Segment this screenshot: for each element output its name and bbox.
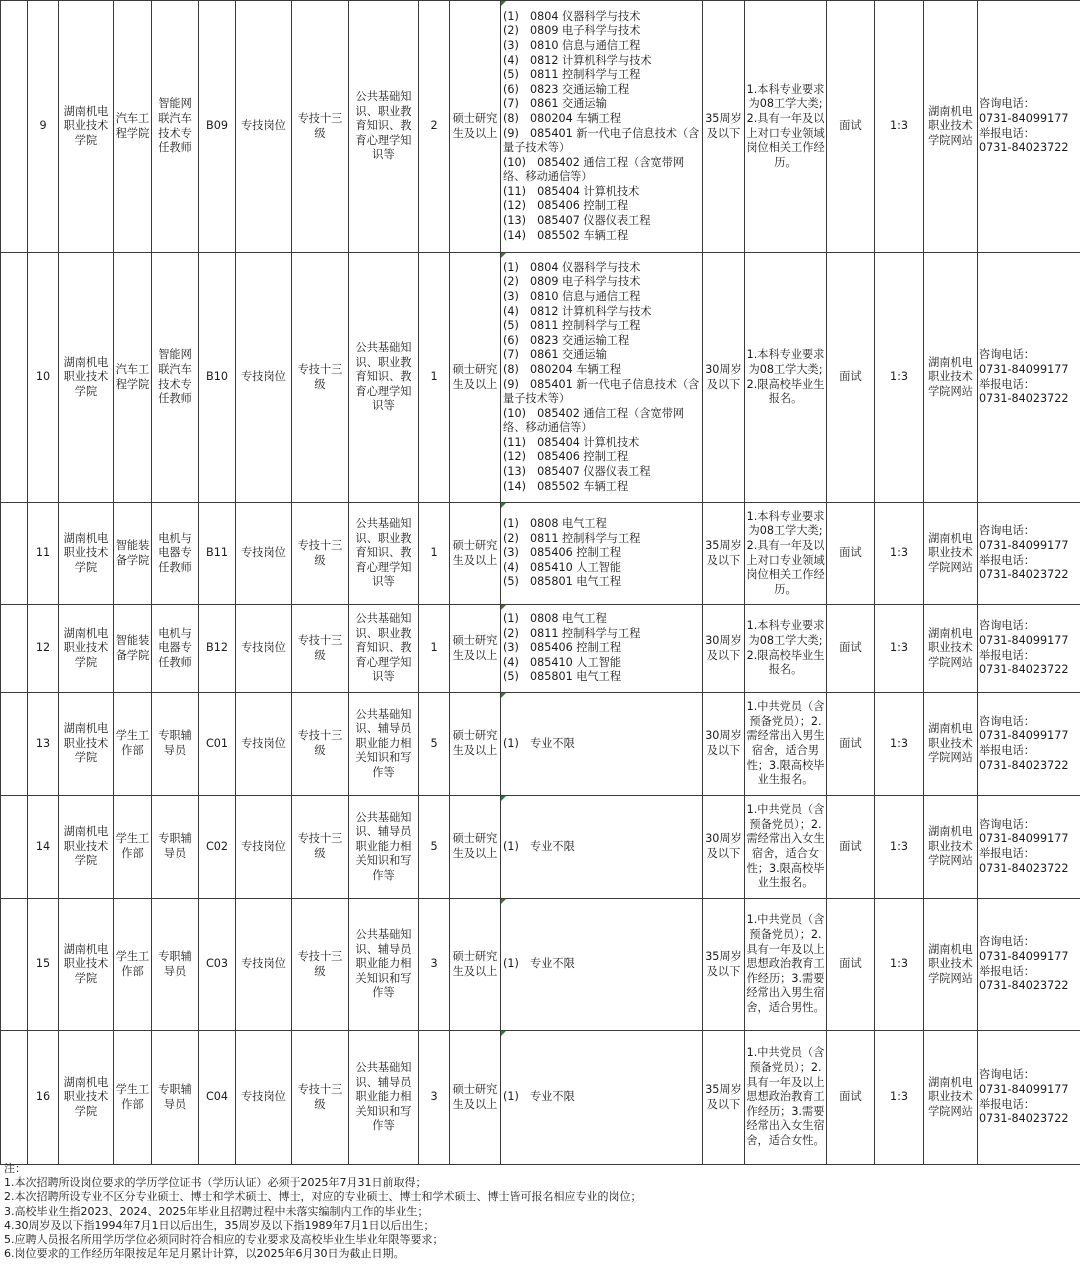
phone-number: 0731-84023722 [979,663,1069,677]
level-cell: 专技十三级 [292,253,349,503]
phone-number: 0731-84023722 [979,1112,1069,1126]
exam-content-cell: 公共基础知识、职业教育知识、教育心理学知识等 [349,253,419,503]
education-cell: 硕士研究生及以上 [450,1,501,253]
major-item: (2) 0811 控制科学与工程 [503,626,641,640]
phone-number: 0731-84099177 [979,729,1069,743]
age-cell: 30周岁及以下 [703,693,745,796]
majors-cell [501,253,703,503]
headcount-cell: 3 [419,899,450,1031]
notice-site-cell: 湖南机电职业技术学院网站 [924,253,978,503]
cell-comment-marker [501,503,506,508]
department-cell: 学生工作部 [114,1031,152,1165]
majors-cell [501,899,703,1031]
row-number: 16 [28,1031,59,1165]
employer-cell: 湖南机电职业技术学院 [59,1,114,253]
contact-cell [978,899,1080,1031]
notice-site-cell: 湖南机电职业技术学院网站 [924,1,978,253]
phone-number: 0731-84023722 [979,568,1069,582]
level-cell: 专技十三级 [292,605,349,693]
major-item: (1) 专业不限 [503,736,575,750]
age-cell: 35周岁及以下 [703,503,745,605]
blank-cell [1,1,28,253]
cell-comment-marker [501,253,506,258]
major-item: (11) 085404 计算机技术 [503,184,640,198]
position-cell: 专职辅导员 [152,899,199,1031]
position-cell: 专职辅导员 [152,1031,199,1165]
major-item: (1) 专业不限 [503,1090,575,1104]
other-requirements-cell: 1.中共党员（含预备党员）；2.需经常出入男生宿舍，适合男性；3.限高校毕业生报名。 [745,693,827,796]
exam-method-cell: 面试 [827,1,875,253]
department-cell: 汽车工程学院 [114,253,152,503]
blank-cell [1,693,28,796]
table-row [1,253,1080,503]
major-item: (4) 085410 人工智能 [503,560,622,574]
major-item: (13) 085407 仪器仪表工程 [503,465,651,479]
other-requirements-cell: 1.中共党员（含预备党员）；2.具有一年及以上思想政治教育工作经历；3.需要经常出入女生宿舍，适合女性。 [745,1031,827,1165]
cell-comment-marker [501,899,506,904]
exam-content-cell: 公共基础知识、职业教育知识、教育心理学知识等 [349,605,419,693]
employer-cell: 湖南机电职业技术学院 [59,605,114,693]
ratio-cell: 1:3 [875,796,924,899]
major-item: (8) 080204 车辆工程 [503,111,622,125]
exam-content-cell: 公共基础知识、职业教育知识、教育心理学知识等 [349,1,419,253]
note-item: 2.本次招聘所设专业不区分专业硕士、博士和学术硕士、博士，对应的专业硕士、博士和学术硕士、博士皆可报名相应专业的岗位； [4,1190,642,1204]
contact-label: 举报电话： [979,1097,1035,1111]
major-item: (1) 0804 仪器科学与技术 [503,260,641,274]
contact-label: 举报电话： [979,964,1035,978]
contact-label: 咨询电话： [979,97,1035,111]
age-cell: 35周岁及以下 [703,1031,745,1165]
row-number: 9 [28,1,59,253]
ratio-cell: 1:3 [875,1,924,253]
major-item: (5) 085801 电气工程 [503,670,622,684]
ratio-cell: 1:3 [875,503,924,605]
major-item: (10) 085402 通信工程（含宽带网络、移动通信等） [503,406,685,435]
major-item: (4) 085410 人工智能 [503,655,622,669]
blank-cell [1,503,28,605]
major-item: (3) 085406 控制工程 [503,641,622,655]
headcount-cell: 2 [419,1,450,253]
notes-section [4,1162,1074,1261]
headcount-cell: 3 [419,1031,450,1165]
major-item: (1) 专业不限 [503,957,575,971]
major-item: (13) 085407 仪器仪表工程 [503,214,651,228]
level-cell: 专技十三级 [292,503,349,605]
contact-label: 咨询电话： [979,619,1035,633]
employer-cell: 湖南机电职业技术学院 [59,796,114,899]
position-cell: 电机与电器专任教师 [152,503,199,605]
age-cell: 30周岁及以下 [703,253,745,503]
phone-number: 0731-84023722 [979,758,1069,772]
headcount-cell: 1 [419,253,450,503]
phone-number: 0731-84099177 [979,949,1069,963]
contact-cell [978,605,1080,693]
phone-number: 0731-84099177 [979,538,1069,552]
exam-method-cell: 面试 [827,899,875,1031]
phone-number: 0731-84023722 [979,392,1069,406]
position-cell: 智能网联汽车技术专任教师 [152,253,199,503]
contact-cell [978,1,1080,253]
other-requirements-cell: 1.本科专业要求为08工学大类;2.限高校毕业生报名。 [745,605,827,693]
major-item: (5) 085801 电气工程 [503,575,622,589]
cell-comment-marker [501,1031,506,1036]
category-cell: 专技岗位 [236,503,292,605]
major-item: (9) 085401 新一代电子信息技术（含量子技术等） [503,126,700,155]
major-item: (2) 0809 电子科学与技术 [503,275,641,289]
position-code-cell: B10 [199,253,236,503]
contact-label: 举报电话： [979,553,1035,567]
education-cell: 硕士研究生及以上 [450,1031,501,1165]
contact-cell [978,1031,1080,1165]
majors-cell [501,796,703,899]
row-number: 10 [28,253,59,503]
majors-cell [501,503,703,605]
phone-number: 0731-84099177 [979,111,1069,125]
headcount-cell: 5 [419,693,450,796]
position-cell: 智能网联汽车技术专任教师 [152,1,199,253]
level-cell: 专技十三级 [292,1031,349,1165]
employer-cell: 湖南机电职业技术学院 [59,693,114,796]
notice-site-cell: 湖南机电职业技术学院网站 [924,605,978,693]
contact-cell [978,693,1080,796]
category-cell: 专技岗位 [236,796,292,899]
other-requirements-cell: 1.本科专业要求为08工学大类;2.具有一年及以上对口专业领域岗位相关工作经历。 [745,1,827,253]
exam-method-cell: 面试 [827,796,875,899]
other-requirements-cell: 1.本科专业要求为08工学大类;2.具有一年及以上对口专业领域岗位相关工作经历。 [745,503,827,605]
blank-cell [1,796,28,899]
position-code-cell: C01 [199,693,236,796]
contact-label: 咨询电话： [979,817,1035,831]
major-item: (4) 0812 计算机科学与技术 [503,53,652,67]
ratio-cell: 1:3 [875,899,924,1031]
exam-content-cell: 公共基础知识、辅导员职业能力相关知识和写作等 [349,693,419,796]
category-cell: 专技岗位 [236,253,292,503]
headcount-cell: 1 [419,605,450,693]
position-code-cell: B09 [199,1,236,253]
exam-method-cell: 面试 [827,1031,875,1165]
blank-cell [1,1031,28,1165]
table-row [1,605,1080,693]
position-code-cell: C04 [199,1031,236,1165]
phone-number: 0731-84099177 [979,633,1069,647]
headcount-cell: 1 [419,503,450,605]
major-item: (7) 0861 交通运输 [503,97,607,111]
cell-comment-marker [501,693,506,698]
table-row [1,693,1080,796]
major-item: (2) 0809 电子科学与技术 [503,24,641,38]
contact-label: 咨询电话： [979,348,1035,362]
cell-comment-marker [501,1,506,6]
exam-content-cell: 公共基础知识、职业教育知识、教育心理学知识等 [349,503,419,605]
majors-cell [501,1,703,253]
row-number: 13 [28,693,59,796]
cell-comment-marker [501,605,506,610]
employer-cell: 湖南机电职业技术学院 [59,1031,114,1165]
row-number: 14 [28,796,59,899]
notice-site-cell: 湖南机电职业技术学院网站 [924,503,978,605]
department-cell: 智能装备学院 [114,605,152,693]
table-row [1,1,1080,253]
phone-number: 0731-84099177 [979,832,1069,846]
major-item: (5) 0811 控制科学与工程 [503,68,641,82]
level-cell: 专技十三级 [292,899,349,1031]
contact-label: 举报电话： [979,377,1035,391]
table-row [1,899,1080,1031]
position-code-cell: C02 [199,796,236,899]
major-item: (5) 0811 控制科学与工程 [503,319,641,333]
contact-cell [978,253,1080,503]
exam-method-cell: 面试 [827,253,875,503]
employer-cell: 湖南机电职业技术学院 [59,899,114,1031]
position-code-cell: B12 [199,605,236,693]
education-cell: 硕士研究生及以上 [450,693,501,796]
contact-label: 咨询电话： [979,1068,1035,1082]
exam-method-cell: 面试 [827,693,875,796]
employer-cell: 湖南机电职业技术学院 [59,253,114,503]
majors-cell [501,1031,703,1165]
department-cell: 学生工作部 [114,693,152,796]
education-cell: 硕士研究生及以上 [450,253,501,503]
exam-content-cell: 公共基础知识、辅导员职业能力相关知识和写作等 [349,796,419,899]
other-requirements-cell: 1.中共党员（含预备党员）；2.需经常出入女生宿舍，适合女性；3.限高校毕业生报名。 [745,796,827,899]
department-cell: 汽车工程学院 [114,1,152,253]
position-code-cell: C03 [199,899,236,1031]
ratio-cell: 1:3 [875,253,924,503]
major-item: (9) 085401 新一代电子信息技术（含量子技术等） [503,377,700,406]
other-requirements-cell: 1.本科专业要求为08工学大类;2.限高校毕业生报名。 [745,253,827,503]
blank-cell [1,899,28,1031]
major-item: (1) 0808 电气工程 [503,517,607,531]
note-item: 4.30周岁及以下指1994年7月1日以后出生，35周岁及以下指1989年7月1日以后出生； [4,1218,435,1232]
major-item: (14) 085502 车辆工程 [503,479,629,493]
contact-label: 咨询电话： [979,935,1035,949]
phone-number: 0731-84099177 [979,1082,1069,1096]
department-cell: 学生工作部 [114,899,152,1031]
note-item: 3.高校毕业生指2023、2024、2025年毕业且招聘过程中未落实编制内工作的毕业生； [4,1204,429,1218]
major-item: (1) 0808 电气工程 [503,612,607,626]
category-cell: 专技岗位 [236,605,292,693]
major-item: (1) 0804 仪器科学与技术 [503,9,641,23]
ratio-cell: 1:3 [875,1031,924,1165]
majors-cell [501,605,703,693]
category-cell: 专技岗位 [236,693,292,796]
position-cell: 专职辅导员 [152,693,199,796]
level-cell: 专技十三级 [292,796,349,899]
position-cell: 电机与电器专任教师 [152,605,199,693]
department-cell: 智能装备学院 [114,503,152,605]
exam-method-cell: 面试 [827,605,875,693]
contact-label: 咨询电话： [979,714,1035,728]
age-cell: 30周岁及以下 [703,796,745,899]
position-code-cell: B11 [199,503,236,605]
table-row [1,796,1080,899]
age-cell: 35周岁及以下 [703,1,745,253]
level-cell: 专技十三级 [292,1,349,253]
ratio-cell: 1:3 [875,693,924,796]
education-cell: 硕士研究生及以上 [450,605,501,693]
table-row [1,1031,1080,1165]
major-item: (4) 0812 计算机科学与技术 [503,304,652,318]
cell-comment-marker [501,796,506,801]
education-cell: 硕士研究生及以上 [450,796,501,899]
notes-heading: 注： [4,1162,26,1175]
notice-site-cell: 湖南机电职业技术学院网站 [924,1031,978,1165]
phone-number: 0731-84023722 [979,861,1069,875]
education-cell: 硕士研究生及以上 [450,899,501,1031]
headcount-cell: 5 [419,796,450,899]
contact-label: 举报电话： [979,648,1035,662]
category-cell: 专技岗位 [236,1031,292,1165]
position-cell: 专职辅导员 [152,796,199,899]
major-item: (6) 0823 交通运输工程 [503,82,630,96]
major-item: (10) 085402 通信工程（含宽带网络、移动通信等） [503,155,685,184]
table-row [1,503,1080,605]
education-cell: 硕士研究生及以上 [450,503,501,605]
contact-label: 举报电话： [979,744,1035,757]
major-item: (8) 080204 车辆工程 [503,362,622,376]
major-item: (3) 085406 控制工程 [503,546,622,560]
row-number: 12 [28,605,59,693]
contact-cell [978,796,1080,899]
employer-cell: 湖南机电职业技术学院 [59,503,114,605]
major-item: (3) 0810 信息与通信工程 [503,289,641,303]
category-cell: 专技岗位 [236,1,292,253]
blank-cell [1,253,28,503]
contact-label: 举报电话： [979,847,1035,860]
contact-cell [978,503,1080,605]
major-item: (2) 0811 控制科学与工程 [503,531,641,545]
level-cell: 专技十三级 [292,693,349,796]
major-item: (12) 085406 控制工程 [503,450,629,464]
exam-content-cell: 公共基础知识、辅导员职业能力相关知识和写作等 [349,899,419,1031]
category-cell: 专技岗位 [236,899,292,1031]
phone-number: 0731-84023722 [979,979,1069,993]
phone-number: 0731-84099177 [979,362,1069,376]
age-cell: 30周岁及以下 [703,605,745,693]
major-item: (3) 0810 信息与通信工程 [503,38,641,52]
major-item: (1) 专业不限 [503,839,575,853]
exam-method-cell: 面试 [827,503,875,605]
note-item: 6.岗位要求的工作经历年限按足年足月累计计算，以2025年6月30日为截止日期。 [4,1247,405,1261]
department-cell: 学生工作部 [114,796,152,899]
age-cell: 35周岁及以下 [703,899,745,1031]
phone-number: 0731-84023722 [979,141,1069,155]
notice-site-cell: 湖南机电职业技术学院网站 [924,899,978,1031]
major-item: (6) 0823 交通运输工程 [503,333,630,347]
row-number: 11 [28,503,59,605]
notice-site-cell: 湖南机电职业技术学院网站 [924,693,978,796]
majors-cell [501,693,703,796]
row-number: 15 [28,899,59,1031]
ratio-cell: 1:3 [875,605,924,693]
contact-label: 举报电话： [979,126,1035,140]
other-requirements-cell: 1.中共党员（含预备党员）；2.具有一年及以上思想政治教育工作经历；3.需要经常出入男生宿舍，适合男性。 [745,899,827,1031]
major-item: (14) 085502 车辆工程 [503,228,629,242]
major-item: (11) 085404 计算机技术 [503,435,640,449]
exam-content-cell: 公共基础知识、辅导员职业能力相关知识和写作等 [349,1031,419,1165]
blank-cell [1,605,28,693]
notice-site-cell: 湖南机电职业技术学院网站 [924,796,978,899]
note-item: 1.本次招聘所设岗位要求的学历学位证书（学历认证）必须于2025年7月31日前取得； [4,1176,427,1190]
major-item: (12) 085406 控制工程 [503,199,629,213]
note-item: 5.应聘人员报名所用学历学位必须同时符合相应的专业要求及高校毕业生毕业年限等要求； [4,1233,444,1247]
major-item: (7) 0861 交通运输 [503,348,607,362]
contact-label: 咨询电话： [979,524,1035,538]
